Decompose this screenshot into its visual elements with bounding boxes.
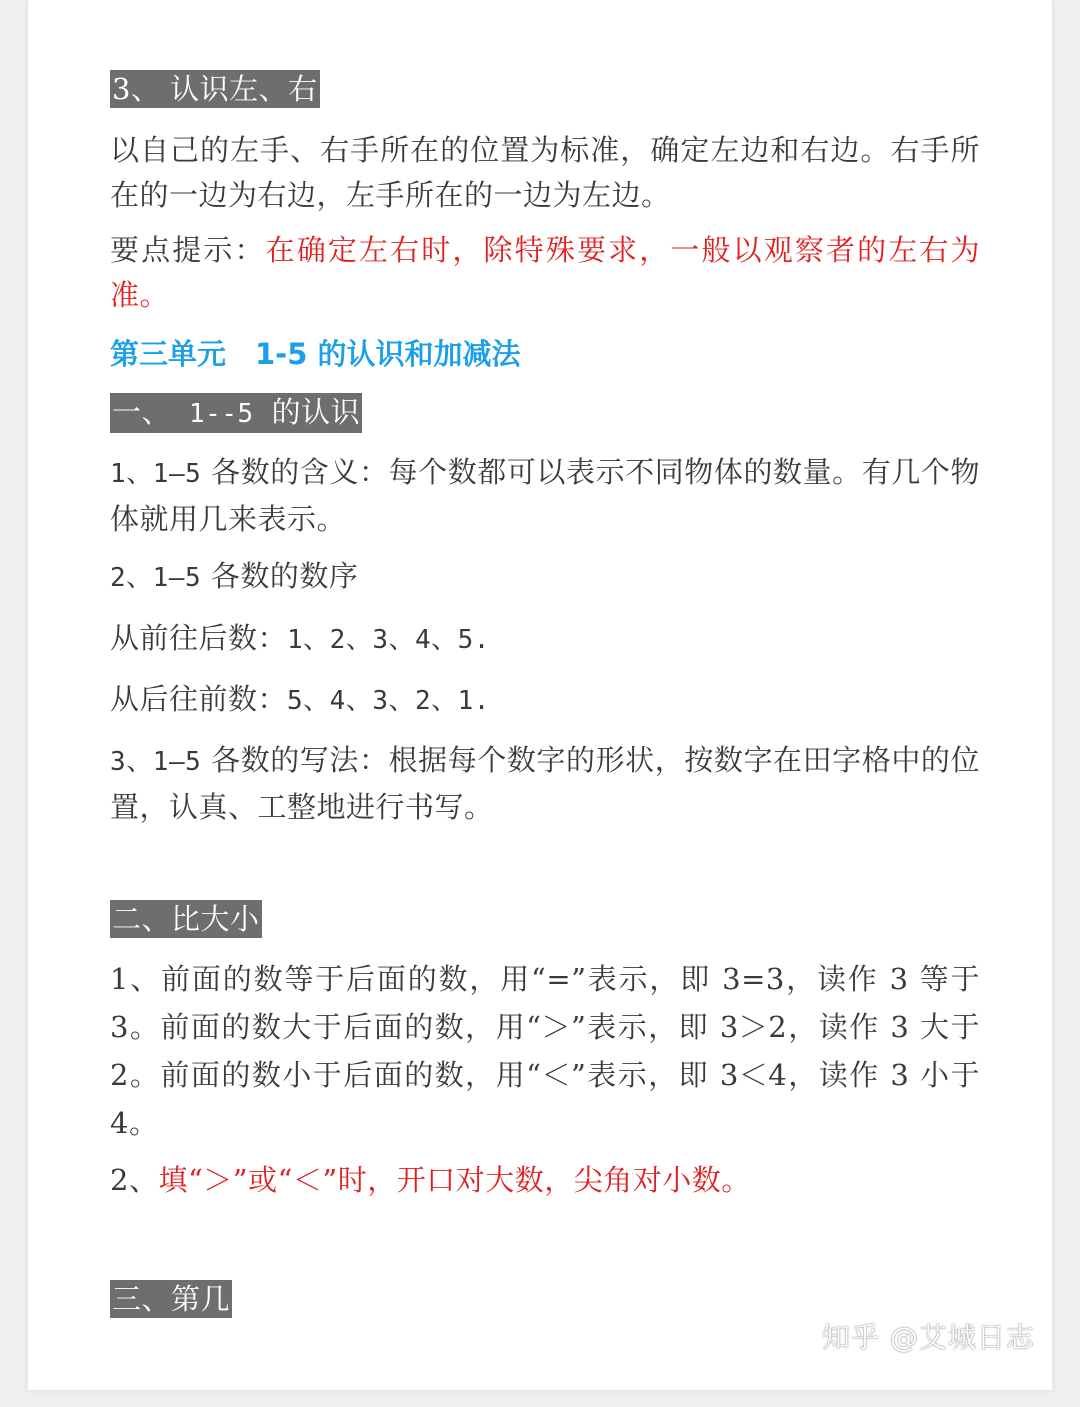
part1-heading [110, 393, 980, 433]
forward-count: 从前往后数：1、2、3、4、5. [110, 621, 490, 655]
unit-title: 第三单元 1-5 的认识和加减法 [110, 337, 521, 371]
part1-item3: 3、1—5 各数的写法：根据每个数字的形状，按数字在田字格中的位置，认真、工整地进行书写。 [110, 743, 980, 824]
part2-heading [110, 900, 980, 938]
part2-paragraph2: 2、填“＞”或“＜”时，开口对大数，尖角对小数。 [110, 1163, 751, 1197]
part3-heading [110, 1280, 980, 1318]
section-heading-left-right [110, 70, 980, 108]
tip-paragraph [110, 228, 980, 318]
part2-paragraph1: 1、前面的数等于后面的数，用“=”表示，即 3=3，读作 3 等于 3。前面的数大于后面的数，用“＞”表示，即 3＞2，读作 3 大于 2。前面的数小于后面的数，用“＜”表示，即 3＜4，读作 3 小于 4。 [110, 962, 980, 1140]
watermark: 知乎 @艾城日志 [822, 1321, 1035, 1354]
part1-item1: 1、1—5 各数的含义：每个数都可以表示不同物体的数量。有几个物体就用几来表示。 [110, 455, 980, 536]
tip-text: 在确定左右时，除特殊要求，一般以观察者的左右为准。 [110, 233, 980, 312]
tip-label: 要点提示： [110, 233, 266, 267]
heading-highlight: 一、 1--5 的认识 [110, 393, 362, 433]
part1-item2: 2、1—5 各数的数序 [110, 559, 359, 593]
backward-count: 从后往前数：5、4、3、2、1. [110, 682, 490, 716]
heading-highlight: 3、 认识左、右 [112, 72, 318, 106]
section-body-left-right: 以自己的左手、右手所在的位置为标准，确定左边和右边。右手所在的一边为右边，左手所在的一边为左边。 [110, 133, 980, 212]
heading-highlight: 三、第几 [112, 1282, 231, 1316]
heading-highlight: 二、比大小 [112, 902, 260, 936]
